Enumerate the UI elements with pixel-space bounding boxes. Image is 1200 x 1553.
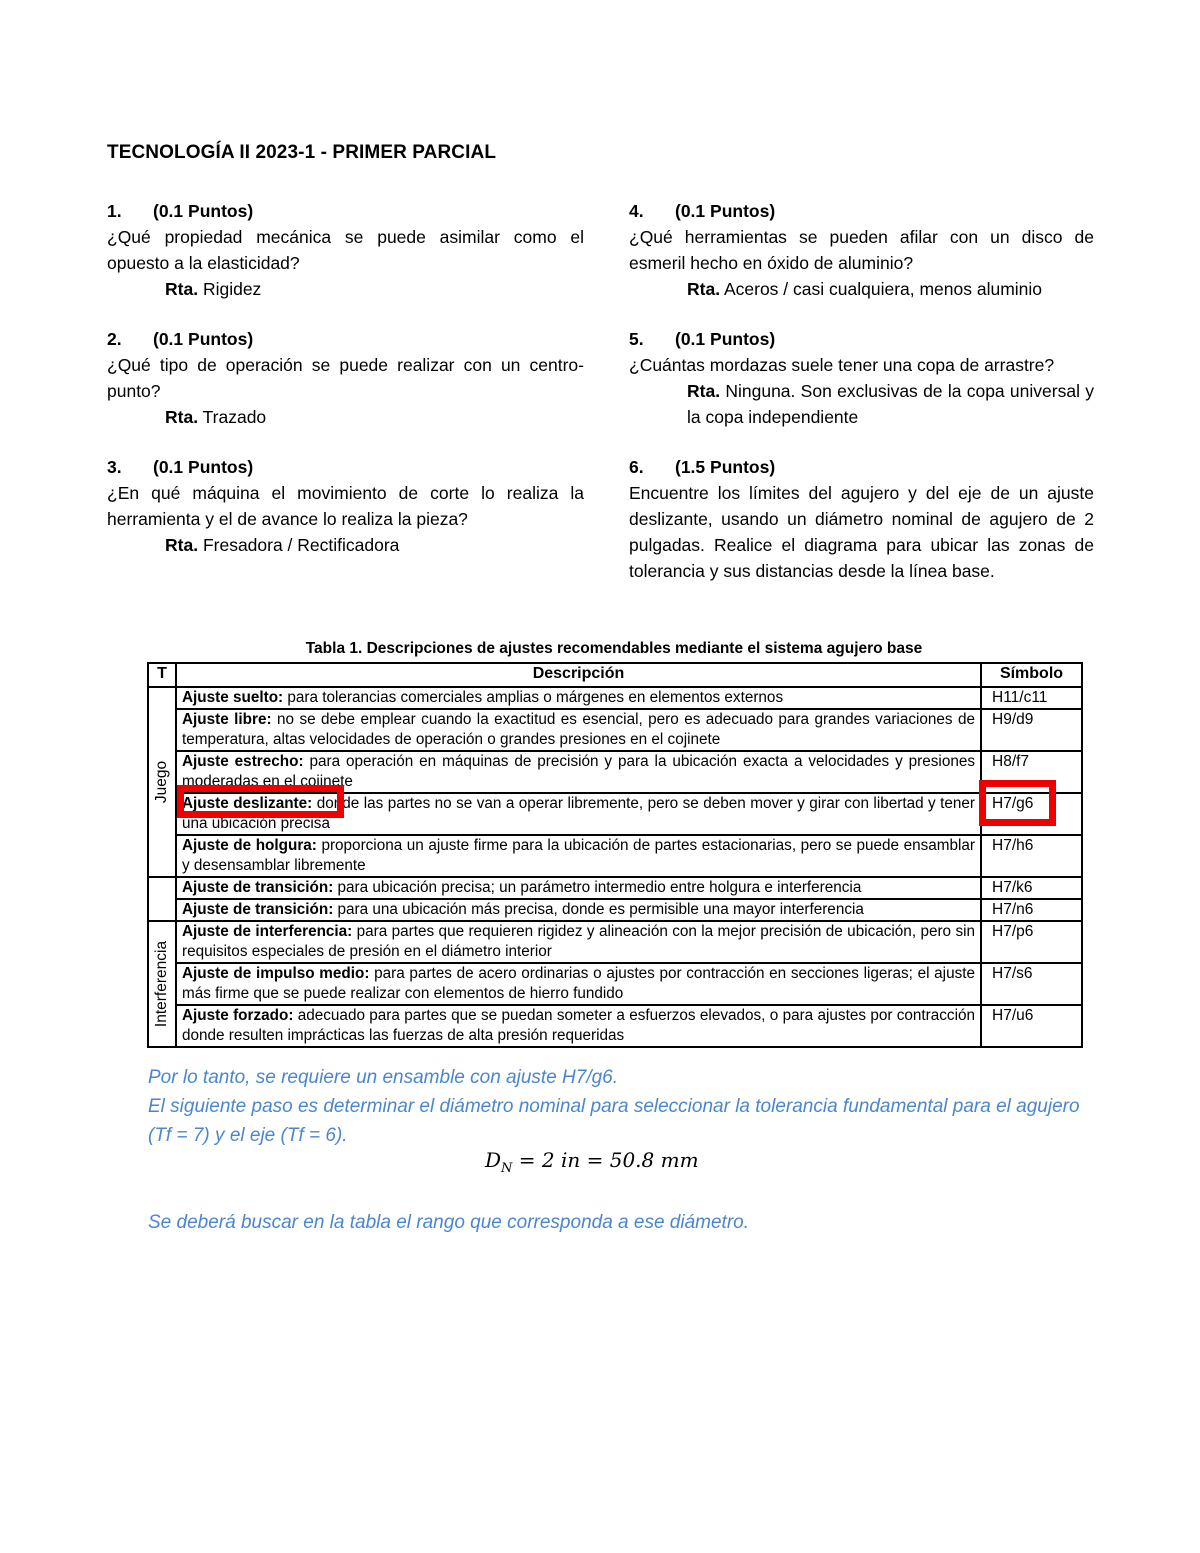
- category-transicion: [148, 877, 176, 921]
- question-points: (0.1 Puntos): [153, 201, 254, 221]
- row-symbol: H7/u6: [981, 1005, 1082, 1047]
- row-symbol: H8/f7: [981, 751, 1082, 793]
- table-row: [148, 687, 1082, 709]
- fits-table: [147, 662, 1083, 1048]
- row-symbol: H11/c11: [981, 687, 1082, 709]
- header-symbol: Símbolo: [981, 663, 1082, 687]
- answer-label: Rta.: [165, 535, 199, 555]
- question-6: [629, 454, 1094, 584]
- header-description: Descripción: [176, 663, 981, 687]
- table-row: [148, 1005, 1082, 1047]
- question-text: ¿Qué tipo de operación se puede realizar con un centro-punto?: [107, 355, 584, 401]
- answer-text: Ninguna. Son exclusivas de la copa universal y la copa independiente: [687, 381, 1094, 427]
- header-t: T: [148, 663, 176, 687]
- question-text: ¿Qué propiedad mecánica se puede asimilar como el opuesto a la elasticidad?: [107, 227, 584, 273]
- row-description: Ajuste deslizante: donde las partes no se van a operar libremente, pero se deben mover y girar con libertad y tener una ubicación precisa: [176, 793, 981, 835]
- category-interferencia: [148, 921, 176, 1047]
- questions-right-column: [629, 198, 1094, 608]
- answer-label: Rta.: [165, 279, 199, 299]
- highlight-box-h7-g6: [979, 780, 1056, 826]
- solution-line-1: Por lo tanto, se requiere un ensamble con ajuste H7/g6.: [148, 1067, 619, 1088]
- solution-line-3: Se deberá buscar en la tabla el rango que corresponda a ese diámetro.: [148, 1212, 750, 1233]
- answer-label: Rta.: [165, 407, 199, 427]
- question-answer: [107, 532, 584, 558]
- solution-line-2: El siguiente paso es determinar el diámetro nominal para seleccionar la tolerancia fundamental para el agujero (Tf = 7) y el eje (Tf = 6).: [148, 1096, 1080, 1146]
- question-answer: [107, 276, 584, 302]
- question-text: Encuentre los límites del agujero y del eje de un ajuste deslizante, usando un diámetro nominal de agujero de 2 pulgadas. Realice el diagrama para ubicar las zonas de tolerancia y sus distancias desde la línea base.: [629, 483, 1094, 581]
- row-description: Ajuste libre: no se debe emplear cuando la exactitud es esencial, pero es adecuado para grandes variaciones de temperatura, altas velocidades de operación o grandes presiones en el cojinete: [176, 709, 981, 751]
- table-row: [148, 963, 1082, 1005]
- answer-text: Aceros / casi cualquiera, menos aluminio: [723, 279, 1043, 299]
- row-description: Ajuste de impulso medio: para partes de acero ordinarias o ajustes por contracción en secciones ligeras; el ajuste más firme que se puede realizar con elementos de hierro fundido: [176, 963, 981, 1005]
- row-symbol: H7/p6: [981, 921, 1082, 963]
- row-symbol: H9/d9: [981, 709, 1082, 751]
- question-points: (0.1 Puntos): [153, 457, 254, 477]
- row-symbol: H7/g6: [981, 793, 1082, 835]
- table-header-row: [148, 663, 1082, 687]
- row-description: Ajuste de interferencia: para partes que requieren rigidez y alineación con la mejor precisión de ubicación, pero sin requisitos especiales de presión en el diámetro interior: [176, 921, 981, 963]
- question-text: ¿Qué herramientas se pueden afilar con un disco de esmeril hecho en óxido de aluminio?: [629, 227, 1094, 273]
- row-symbol: H7/s6: [981, 963, 1082, 1005]
- row-symbol: H7/h6: [981, 835, 1082, 877]
- question-points: (0.1 Puntos): [675, 201, 776, 221]
- row-symbol: H7/n6: [981, 899, 1082, 921]
- table-row: [148, 709, 1082, 751]
- table-row: [148, 835, 1082, 877]
- question-2: [107, 326, 584, 430]
- page-title: TECNOLOGÍA II 2023-1 - PRIMER PARCIAL: [107, 142, 497, 163]
- answer-label: Rta.: [687, 279, 721, 299]
- question-1: [107, 198, 584, 302]
- question-3: [107, 454, 584, 558]
- question-answer: [107, 404, 584, 430]
- nominal-diameter-formula: $D_N = 2$ in = 50.8 mm: [485, 1148, 699, 1176]
- table-row: [148, 899, 1082, 921]
- question-answer: [629, 378, 1094, 430]
- answer-text: Fresadora / Rectificadora: [202, 535, 400, 555]
- table-row: [148, 877, 1082, 899]
- row-symbol: H7/k6: [981, 877, 1082, 899]
- answer-text: Trazado: [202, 407, 267, 427]
- category-label: Juego: [153, 760, 170, 804]
- table-row: [148, 921, 1082, 963]
- row-description: Ajuste suelto: para tolerancias comerciales amplias o márgenes en elementos externos: [176, 687, 981, 709]
- question-points: (1.5 Puntos): [675, 457, 776, 477]
- question-answer: [629, 276, 1094, 302]
- highlight-box-ajuste-deslizante: [177, 785, 344, 818]
- row-description: Ajuste forzado: adecuado para partes que se puedan someter a esfuerzos elevados, o para ajustes por contracción donde resulten imprácticas las fuerzas de alta presión requeridas: [176, 1005, 981, 1047]
- question-5: [629, 326, 1094, 430]
- row-description: Ajuste estrecho: para operación en máquinas de precisión y para la ubicación exacta a velocidades y presiones moderadas en el cojinete: [176, 751, 981, 793]
- question-text: ¿En qué máquina el movimiento de corte lo realiza la herramienta y el de avance lo realiza la pieza?: [107, 483, 584, 529]
- category-label: Interferencia: [153, 940, 170, 1028]
- question-number: 2.: [107, 329, 122, 349]
- question-number: 5.: [629, 329, 644, 349]
- question-text: ¿Cuántas mordazas suele tener una copa de arrastre?: [629, 355, 1055, 375]
- answer-label: Rta.: [687, 381, 721, 401]
- table-caption: Tabla 1. Descripciones de ajustes recomendables mediante el sistema agujero base: [305, 640, 923, 657]
- question-number: 1.: [107, 201, 122, 221]
- row-description: Ajuste de transición: para una ubicación más precisa, donde es permisible una mayor interferencia: [176, 899, 981, 921]
- questions-left-column: [107, 198, 584, 582]
- fits-table-section: [147, 638, 1081, 1048]
- question-number: 4.: [629, 201, 644, 221]
- row-description: Ajuste de transición: para ubicación precisa; un parámetro intermedio entre holgura e interferencia: [176, 877, 981, 899]
- question-number: 3.: [107, 457, 122, 477]
- category-juego: [148, 687, 176, 877]
- answer-text: Rigidez: [202, 279, 262, 299]
- question-points: (0.1 Puntos): [153, 329, 254, 349]
- question-4: [629, 198, 1094, 302]
- row-description: Ajuste de holgura: proporciona un ajuste firme para la ubicación de partes estacionarias, pero se puede ensamblar y desensamblar libremente: [176, 835, 981, 877]
- question-number: 6.: [629, 457, 644, 477]
- question-points: (0.1 Puntos): [675, 329, 776, 349]
